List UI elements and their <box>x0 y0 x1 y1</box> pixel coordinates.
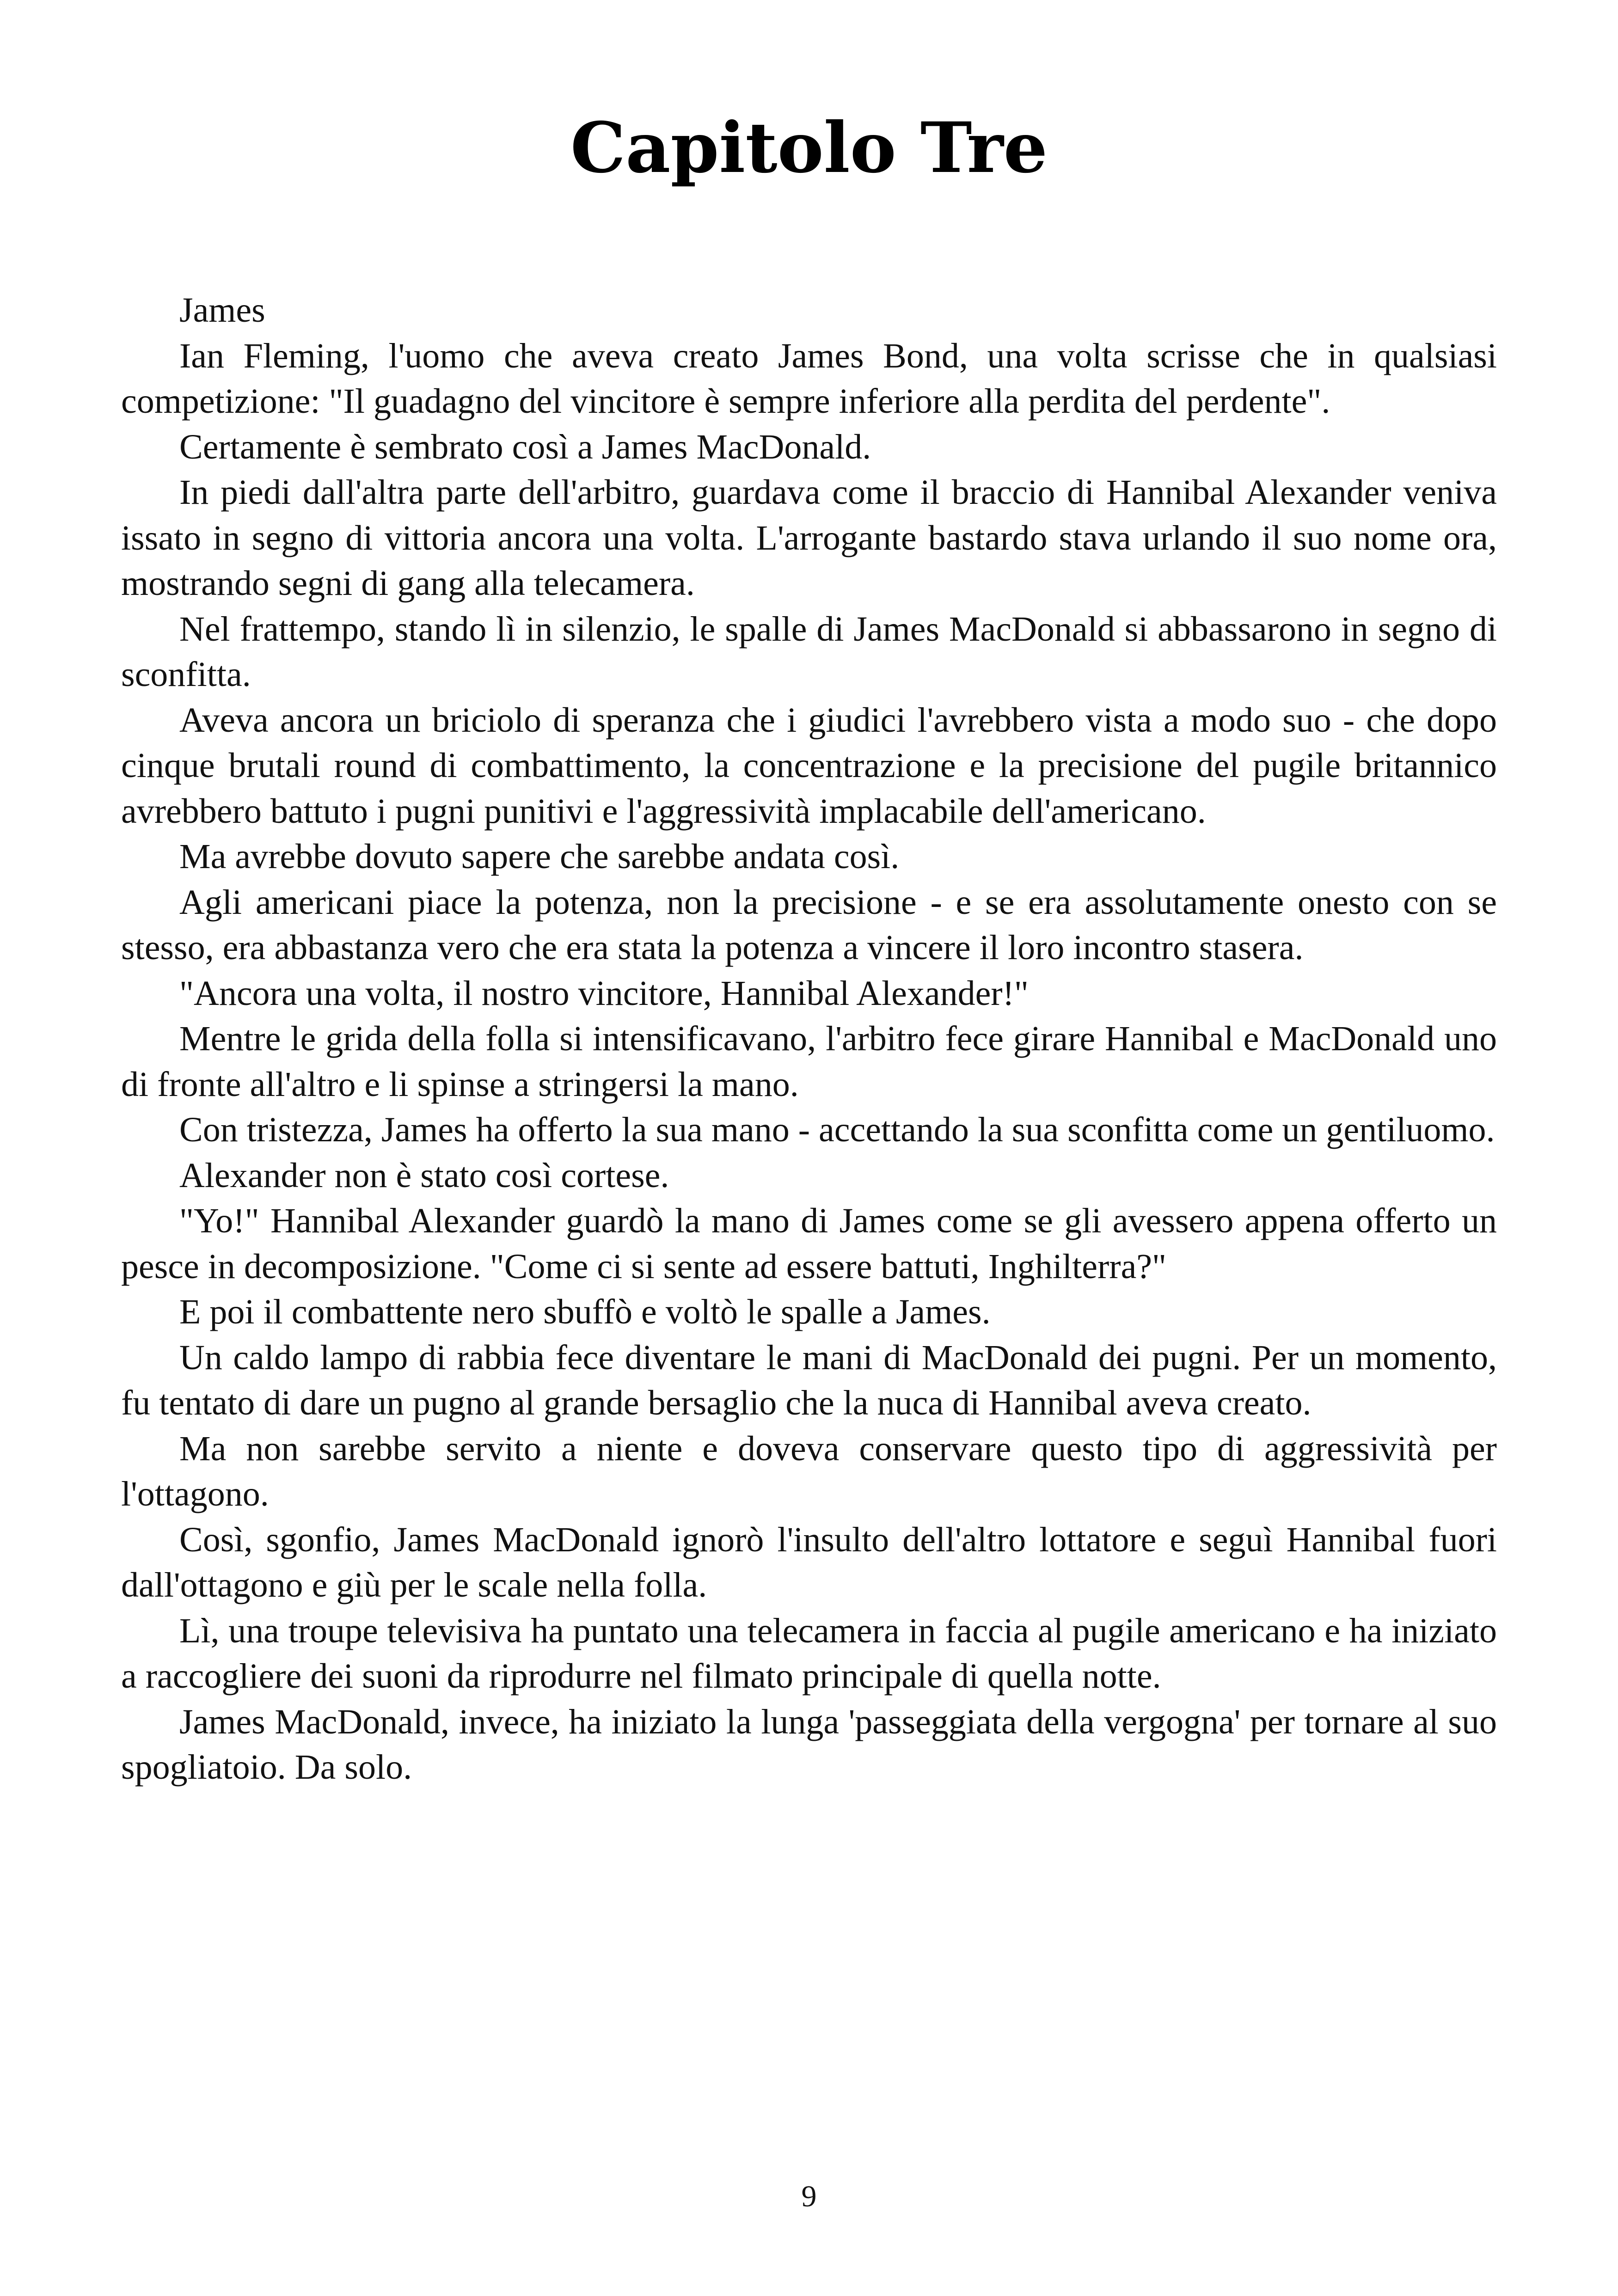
page-number: 9 <box>801 2180 817 2213</box>
paragraph: Ma non sarebbe servito a niente e doveva conservare questo tipo di aggressività per l'ottagono. <box>121 1429 1497 1513</box>
paragraph: Lì, una troupe televisiva ha puntato una telecamera in faccia al pugile americano e ha iniziato a raccogliere dei suoni da riprodurre nel filmato principale di quella notte. <box>121 1611 1497 1696</box>
paragraph: Un caldo lampo di rabbia fece diventare le mani di MacDonald dei pugni. Per un momento, fu tentato di dare un pugno al grande bersaglio che la nuca di Hannibal aveva creato. <box>121 1338 1497 1422</box>
paragraph: Mentre le grida della folla si intensificavano, l'arbitro fece girare Hannibal e MacDonald uno di fronte all'altro e li spinse a stringersi la mano. <box>121 1019 1497 1104</box>
paragraph: Ma avrebbe dovuto sapere che sarebbe andata così. <box>179 837 900 876</box>
paragraph: Aveva ancora un briciolo di speranza che i giudici l'avrebbero vista a modo suo - che dopo cinque brutali round di combattimento, la concentrazione e la precisione del pugile britannico avrebbero battuto i pugni punitivi e l'aggressività implacabile dell'americano. <box>121 700 1497 831</box>
paragraph: Nel frattempo, stando lì in silenzio, le spalle di James MacDonald si abbassarono in segno di sconfitta. <box>121 609 1497 694</box>
paragraph: "Ancora una volta, il nostro vincitore, Hannibal Alexander!" <box>179 974 1029 1013</box>
paragraph: James <box>179 291 265 330</box>
paragraph: James MacDonald, invece, ha iniziato la lunga 'passeggiata della vergogna' per tornare al suo spogliatoio. Da solo. <box>121 1702 1497 1787</box>
paragraph: Così, sgonfio, James MacDonald ignorò l'insulto dell'altro lottatore e seguì Hannibal fuori dall'ottagono e giù per le scale nella folla. <box>121 1520 1497 1604</box>
paragraph: Certamente è sembrato così a James MacDonald. <box>179 427 871 466</box>
paragraph: "Yo!" Hannibal Alexander guardò la mano di James come se gli avessero appena offerto un pesce in decomposizione. "Come ci si sente ad essere battuti, Inghilterra?" <box>121 1201 1497 1286</box>
paragraph: Alexander non è stato così cortese. <box>179 1156 669 1195</box>
paragraph: In piedi dall'altra parte dell'arbitro, guardava come il braccio di Hannibal Alexander veniva issato in segno di vittoria ancora una volta. L'arrogante bastardo stava urlando il suo nome ora, mostrando segni di gang alla telecamera. <box>121 473 1497 603</box>
chapter-body <box>121 288 1497 1790</box>
paragraph: Con tristezza, James ha offerto la sua mano - accettando la sua sconfitta come un gentiluomo. <box>179 1110 1495 1149</box>
paragraph: Agli americani piace la potenza, non la precisione - e se era assolutamente onesto con se stesso, era abbastanza vero che era stata la potenza a vincere il loro incontro stasera. <box>121 882 1497 967</box>
paragraph: E poi il combattente nero sbuffò e voltò le spalle a James. <box>179 1292 991 1331</box>
paragraph: Ian Fleming, l'uomo che aveva creato James Bond, una volta scrisse che in qualsiasi competizione: "Il guadagno del vincitore è sempre inferiore alla perdita del perdente". <box>121 336 1497 421</box>
chapter-title: Capitolo Tre <box>570 107 1048 189</box>
